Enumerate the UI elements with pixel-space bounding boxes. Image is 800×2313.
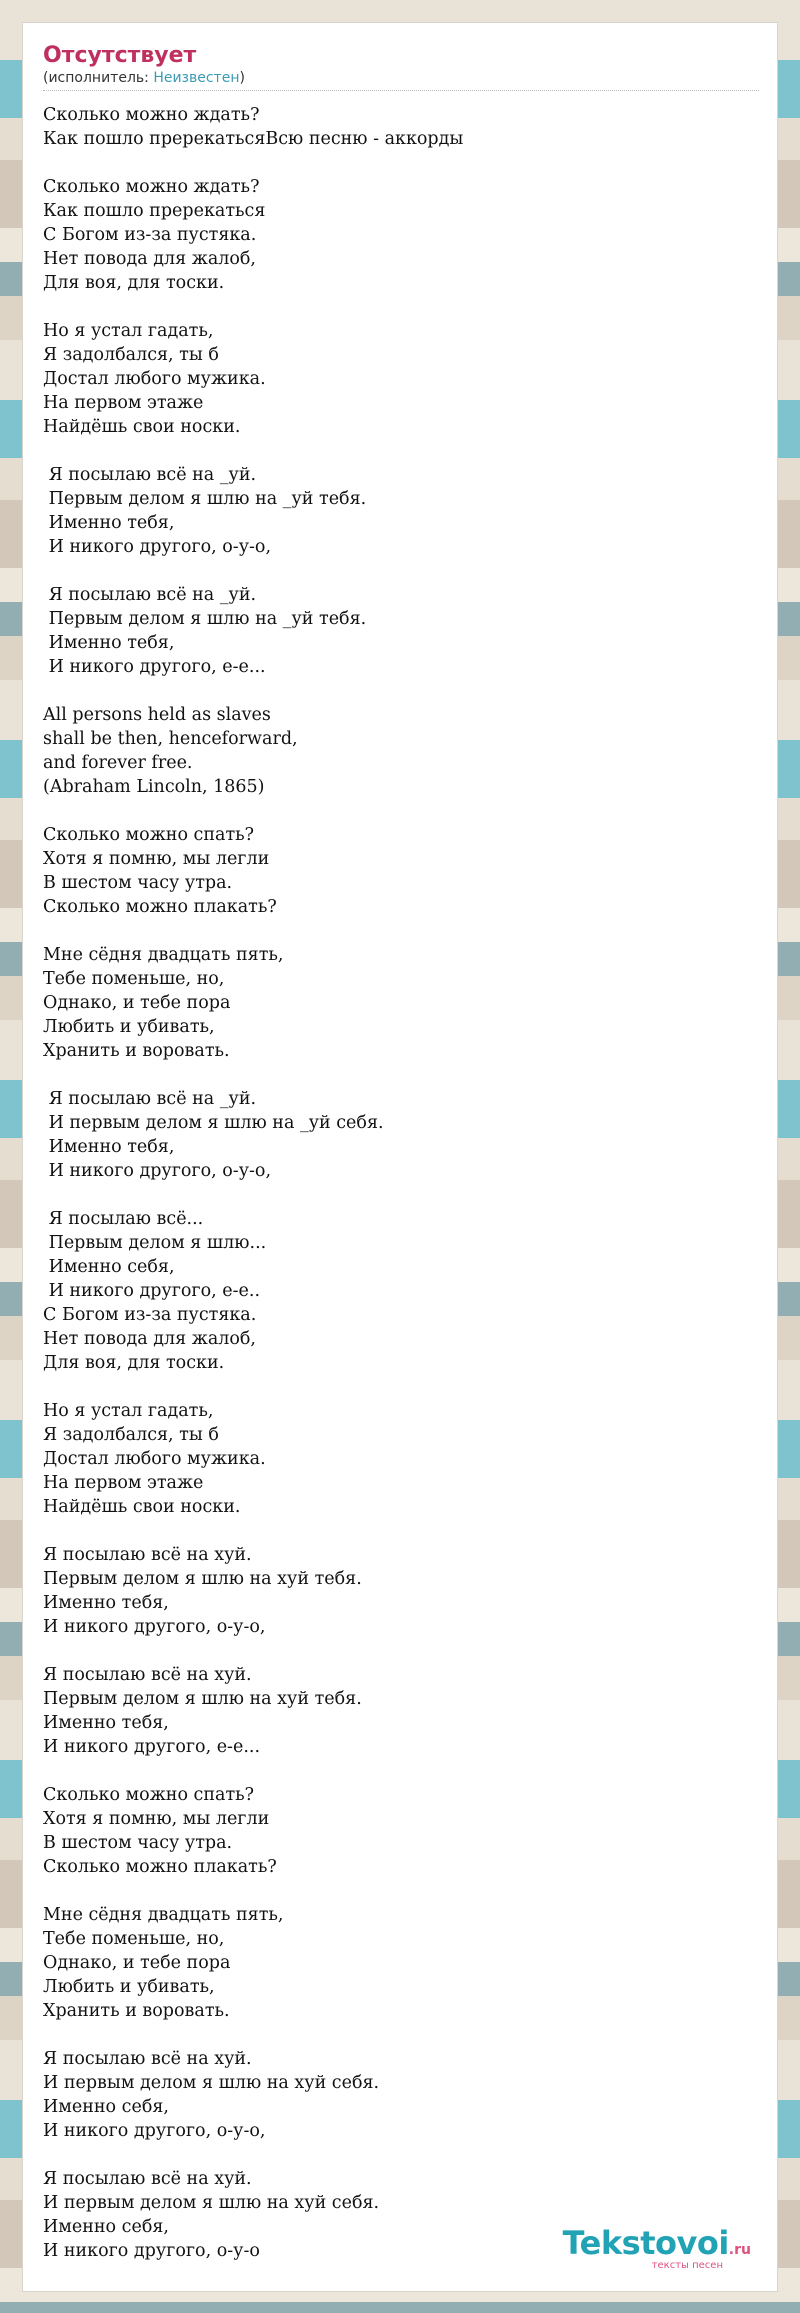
song-header <box>43 43 759 91</box>
logo-tagline: тексты песен <box>651 2260 723 2271</box>
artist-line <box>43 69 759 87</box>
artist-prefix: (исполнитель: <box>43 70 154 86</box>
logo-tld: .ru <box>728 2242 751 2258</box>
lyrics-text: Сколько можно ждать? Как пошло пререкатьсяВсю песню - аккорды Сколько можно ждать? Как пошло пререкаться С Богом из-за пустяка. Нет повода для жалоб, Для воя, для тоски. Но я устал гадать, Я задолбался, ты б Достал любого мужика. На первом этаже Найдёшь свои носки. Я посылаю всё на _уй. Первым делом я шлю на _уй тебя. Именно тебя, И никого другого, о-у-о, Я посылаю всё на _уй. Первым делом я шлю на _уй тебя. Именно тебя, И никого другого, е-е... All persons held as slaves shall be then, henceforward, and forever free. (Abraham Lincoln, 1865) Сколько можно спать? Хотя я помню, мы легли В шестом часу утра. Сколько можно плакать? Мне сёдня двадцать пять, Тебе поменьше, но, Однако, и тебе пора Любить и убивать, Хранить и воровать. Я посылаю всё на _уй. И первым делом я шлю на _уй себя. Именно тебя, И никого другого, о-у-о, Я посылаю всё... Первым делом я шлю... Именно себя, И никого другого, е-е.. С Богом из-за пустяка. Нет повода для жалоб, Для воя, для тоски. Но я устал гадать, Я задолбался, ты б Достал любого мужика. На первом этаже Найдёшь свои носки. Я посылаю всё на хуй. Первым делом я шлю на хуй тебя. Именно тебя, И никого другого, о-у-о, Я посылаю всё на хуй. Первым делом я шлю на хуй тебя. Именно тебя, И никого другого, е-е... Сколько можно спать? Хотя я помню, мы легли В шестом часу утра. Сколько можно плакать? Мне сёдня двадцать пять, Тебе поменьше, но, Однако, и тебе пора Любить и убивать, Хранить и воровать. Я посылаю всё на хуй. И первым делом я шлю на хуй себя. Именно себя, И никого другого, о-у-о, Я посылаю всё на хуй. И первым делом я шлю на хуй себя. Именно себя, И никого другого, о-у-о <box>43 105 464 2261</box>
logo-name: Tekstovoi <box>562 2224 729 2262</box>
site-logo[interactable] <box>563 2226 751 2271</box>
artist-suffix: ) <box>239 70 245 86</box>
lyrics-card <box>22 22 778 2292</box>
artist-link[interactable]: Неизвестен <box>153 70 240 86</box>
song-title: Отсутствует <box>43 43 197 68</box>
